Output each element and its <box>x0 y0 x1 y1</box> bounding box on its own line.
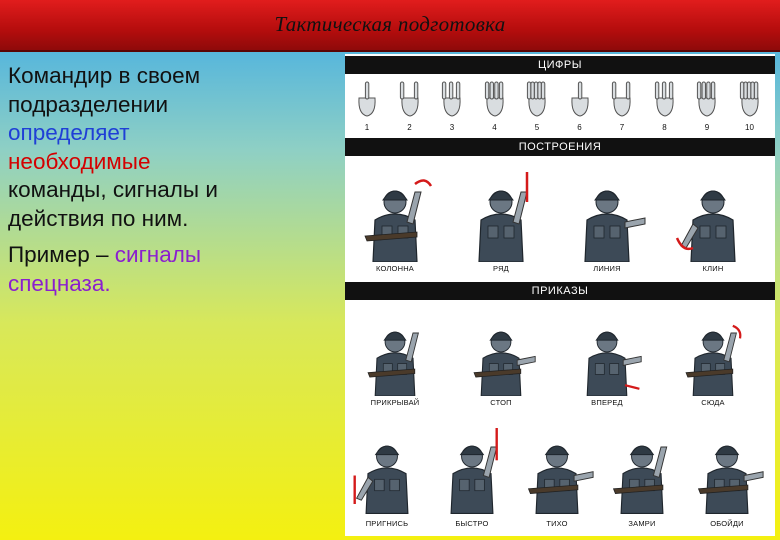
order-caption: ПРИГНИСЬ <box>365 519 409 528</box>
digit-label: 5 <box>534 123 540 132</box>
hand-digit-1-icon <box>354 78 380 123</box>
p1-line-1: Командир в своем <box>8 63 201 88</box>
order-signal-figure <box>689 418 765 519</box>
slide-title: Тактическая подготовка <box>274 12 506 36</box>
hand-digit-9-icon <box>694 78 720 123</box>
p1-line-6: действия по ним. <box>8 205 189 231</box>
order-caption: ОБОЙДИ <box>710 519 744 528</box>
slide-body-text <box>8 62 328 298</box>
digit-label: 10 <box>745 123 754 132</box>
formation-caption: ЛИНИЯ <box>593 264 621 273</box>
hand-digit-4-icon <box>482 78 508 123</box>
formation-signal-figure <box>673 162 753 267</box>
formation-caption: КЛИН <box>702 264 724 273</box>
order-signal-figure <box>434 418 510 519</box>
hand-digit-7-icon <box>609 78 635 123</box>
hand-digit-2-icon <box>397 78 423 123</box>
hand-digit-3-icon <box>439 78 465 123</box>
order-signal-figure <box>461 306 541 401</box>
order-caption: СЮДА <box>701 398 725 407</box>
section-header-orders: ПРИКАЗЫ <box>345 282 775 300</box>
digit-label: 2 <box>407 123 412 132</box>
order-signal-figure <box>519 418 595 519</box>
digit-label: 6 <box>577 123 582 132</box>
order-signal-figure <box>673 306 753 401</box>
p2-prefix: Пример – <box>8 242 115 267</box>
order-caption: ВПЕРЕД <box>591 398 623 407</box>
hand-digit-8-icon <box>652 78 678 123</box>
p2-highlight-2: спецназа. <box>8 270 111 296</box>
formation-signal-figure <box>567 162 647 267</box>
digit-label: 8 <box>662 123 667 132</box>
paragraph-2 <box>8 241 328 298</box>
p2-highlight-1: сигналы <box>114 242 202 267</box>
order-caption: ЗАМРИ <box>628 519 656 528</box>
title-bar <box>0 0 780 52</box>
formation-caption: РЯД <box>493 264 509 273</box>
digit-label: 9 <box>704 123 710 132</box>
digit-label: 3 <box>449 123 455 132</box>
hand-digit-5-icon <box>524 78 550 123</box>
order-signal-figure <box>604 418 680 519</box>
section-header-digits: ЦИФРЫ <box>345 56 775 74</box>
order-caption: ПРИКРЫВАЙ <box>370 398 420 407</box>
paragraph-1 <box>8 62 328 233</box>
section-header-formations: ПОСТРОЕНИЯ <box>345 138 775 156</box>
p1-line-5: команды, сигналы и <box>8 177 218 202</box>
order-signal-figure <box>355 306 435 401</box>
formation-signal-figure <box>461 162 541 267</box>
hand-digit-6-icon <box>567 78 593 123</box>
order-signal-figure <box>567 306 647 401</box>
formation-caption: КОЛОННА <box>375 264 415 273</box>
hand-signals-illustration <box>345 54 775 536</box>
hand-digit-10-icon <box>737 78 763 123</box>
p1-line-4-highlight: необходимые <box>8 148 151 174</box>
digit-label: 4 <box>492 123 497 132</box>
order-caption: ТИХО <box>546 519 568 528</box>
formation-signal-figure <box>355 162 435 267</box>
order-caption: СТОП <box>490 398 512 407</box>
digit-label: 7 <box>619 123 625 132</box>
digit-label: 1 <box>364 123 370 132</box>
p1-line-3-highlight: определяет <box>8 120 130 145</box>
order-caption: БЫСТРО <box>455 519 489 528</box>
order-signal-figure <box>349 418 425 519</box>
p1-line-2: подразделении <box>8 91 169 117</box>
